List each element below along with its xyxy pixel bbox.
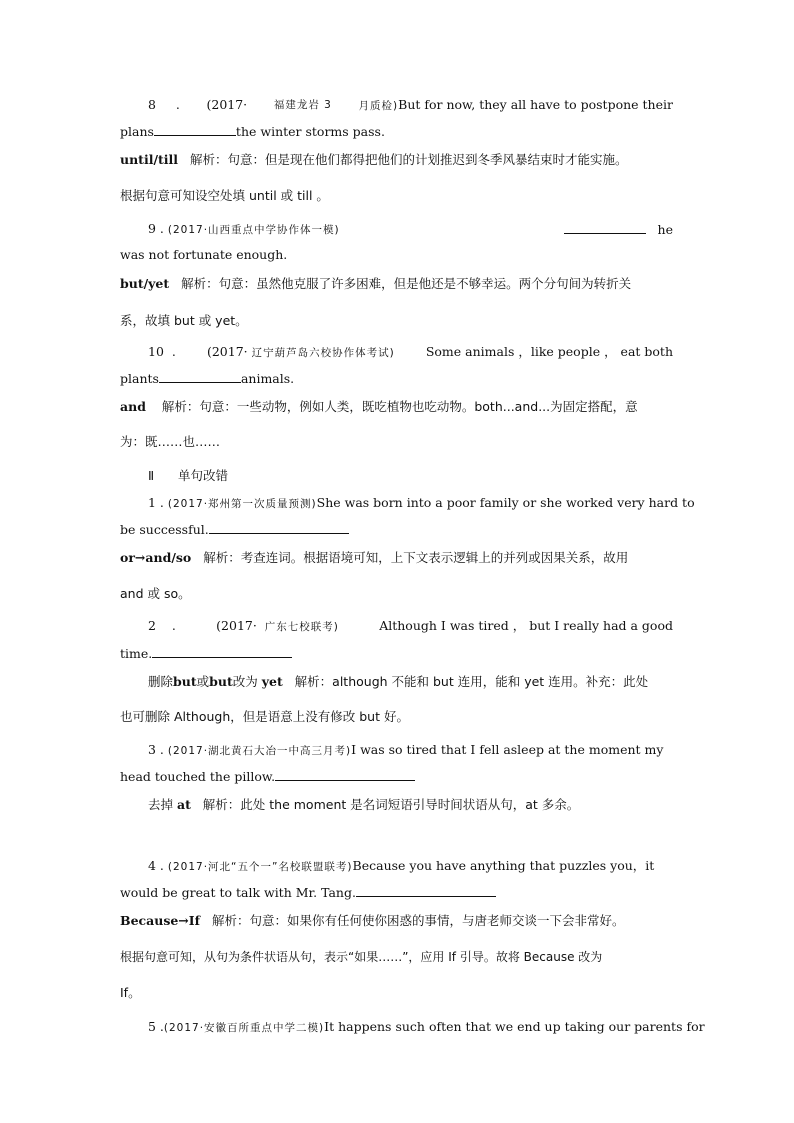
c4-line-1: 4 . (2017·河北“五个一”名校联盟联考)Because you have anything that puzzles you，it xyxy=(148,858,655,873)
q8-answer: until/till xyxy=(120,152,179,167)
section-numeral: Ⅱ xyxy=(148,468,155,483)
q9-answer-line xyxy=(120,276,631,292)
c3-answer: at xyxy=(177,797,191,812)
q10-number: 10 xyxy=(148,344,164,359)
c1-line-1: 1 . (2017·郑州第一次质量预测)She was born into a poor family or she worked very hard to xyxy=(148,495,695,510)
c1-answer: or→and/so xyxy=(120,550,192,565)
c4-explanation-2: 根据句意可知，从句为条件状语从句，表示“如果……”，应用 If 引导。故将 Because 改为 xyxy=(120,950,603,964)
c2-number: 2 xyxy=(148,618,156,633)
c2-text: Although I was tired ， but I really had a good xyxy=(379,618,673,633)
q10-blank[interactable] xyxy=(159,370,241,383)
q9-line-2: was not fortunate enough. xyxy=(120,247,288,262)
q8-source-place: 福建龙岩 3 xyxy=(273,99,332,111)
c4-line-2: would be great to talk with Mr. Tang. xyxy=(120,884,496,901)
c3-answer-line: 去掉 at 解析：此处 the moment 是名词短语引导时间状语从句，at 多余。 xyxy=(148,797,580,812)
q10-explanation: 解析：句意：一些动物，例如人类，既吃植物也吃动物。both...and...为固定搭配，意 xyxy=(161,399,638,414)
q10-answer-line xyxy=(120,399,638,415)
c3-explanation: 解析：此处 the moment 是名词短语引导时间状语从句，at 多余。 xyxy=(202,797,580,812)
q9-line-1: 9 . (2017·山西重点中学协作体一模) he xyxy=(148,221,673,237)
c2-blank[interactable] xyxy=(152,645,292,658)
c1-number: 1 . xyxy=(148,495,164,510)
c4-answer-line xyxy=(120,913,624,929)
q8-line-2: plans the winter storms pass. xyxy=(120,124,385,139)
c1-blank[interactable] xyxy=(209,521,349,534)
c5-line-1: 5 .(2017·安徽百所重点中学二模)It happens such often that we end up taking our parents for xyxy=(148,1019,705,1034)
c4-answer: Because→If xyxy=(120,913,201,928)
q9-answer: but/yet xyxy=(120,276,170,291)
q8-line-1 xyxy=(148,97,673,114)
c1-line-2: be successful. xyxy=(120,521,349,538)
q8-explanation: 解析：句意：但是现在他们都得把他们的计划推迟到冬季风暴结束时才能实施。 xyxy=(189,152,628,167)
c4-number: 4 . xyxy=(148,858,164,873)
q10-answer: and xyxy=(120,399,146,414)
c3-number: 3 . xyxy=(148,742,164,757)
c3-blank[interactable] xyxy=(275,768,415,781)
c2-answer-line: 删除but或but改为 yet 解析：although 不能和 but 连用，能和 yet 连用。补充：此处 xyxy=(148,674,649,689)
c4-explanation-3: If。 xyxy=(120,985,141,1000)
q10-text: Some animals ，like people ， eat both xyxy=(425,344,673,359)
c3-source: (2017·湖北黄石大冶一中高三月考) xyxy=(167,745,352,757)
section-heading xyxy=(148,468,228,484)
c5-source: (2017·安徽百所重点中学二模) xyxy=(163,1022,325,1034)
q10-line-2: plants animals. xyxy=(120,371,295,386)
c2-line-2: time. xyxy=(120,645,292,662)
c1-answer-line xyxy=(120,550,628,566)
c4-blank[interactable] xyxy=(356,884,496,897)
c5-number: 5 . xyxy=(148,1019,164,1034)
c1-explanation-2: and 或 so。 xyxy=(120,586,191,601)
c2-explanation: 解析：although 不能和 but 连用，能和 yet 连用。补充：此处 xyxy=(294,674,649,689)
c2-explanation-2: 也可删除 Although，但是语意上没有修改 but 好。 xyxy=(120,709,409,724)
q9-blank[interactable] xyxy=(564,221,646,234)
c4-explanation: 解析：句意：如果你有任何使你困惑的事情，与唐老师交谈一下会非常好。 xyxy=(211,913,625,928)
q8-number: 8 . xyxy=(148,97,180,112)
q8-explanation-2: 根据句意可知设空处填 until 或 till 。 xyxy=(120,188,329,203)
c2-line-1: 2 . (2017· 广东七校联考) Although I was tired ， but I really had a good xyxy=(148,618,673,633)
q8-source: (2017· xyxy=(206,97,248,112)
c2-answer-yet: yet xyxy=(261,674,283,689)
c3-line-1: 3 . (2017·湖北黄石大冶一中高三月考)I was so tired that I fell asleep at the moment my xyxy=(148,742,664,757)
c1-explanation: 解析：考查连词。根据语境可知，上下文表示逻辑上的并列或因果关系，故用 xyxy=(203,550,629,565)
c1-source: (2017·郑州第一次质量预测) xyxy=(167,498,317,510)
c4-source: (2017·河北“五个一”名校联盟联考) xyxy=(167,861,353,873)
q9-explanation-2: 系，故填 but 或 yet。 xyxy=(120,313,248,328)
q8-blank[interactable] xyxy=(154,123,236,136)
c3-line-2: head touched the pillow. xyxy=(120,768,415,785)
section-title: 单句改错 xyxy=(178,468,229,483)
c2-answer-but-1: but xyxy=(173,674,197,689)
q10-line-1: 10 . (2017· 辽宁葫芦岛六校协作体考试) Some animals ，like people ， eat both xyxy=(148,344,673,359)
c2-answer-but-2: but xyxy=(209,674,233,689)
q9-number: 9 . xyxy=(148,221,164,236)
q9-source: (2017·山西重点中学协作体一模) xyxy=(167,224,340,236)
q8-source-tail: 月质检)But for now, they all have to postpone their xyxy=(358,97,673,112)
c2-source: 广东七校联考) xyxy=(264,621,339,633)
q8-answer-line xyxy=(120,152,627,168)
q9-explanation: 解析：句意：虽然他克服了许多困难，但是他还是不够幸运。两个分句间为转折关 xyxy=(181,276,632,291)
q10-source: 辽宁葫芦岛六校协作体考试) xyxy=(251,347,395,359)
q10-explanation-2: 为：既……也…… xyxy=(120,434,221,449)
